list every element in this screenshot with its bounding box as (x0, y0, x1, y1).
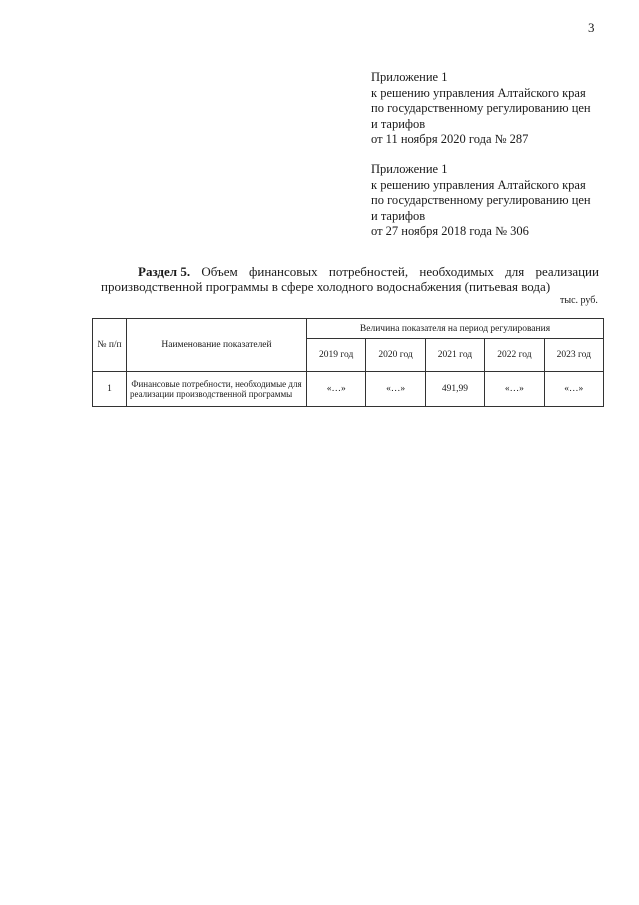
page-number: 3 (588, 20, 595, 35)
heading-word: Объем (201, 264, 238, 279)
heading-word: финансовых (248, 264, 318, 279)
appendix-block-current (371, 70, 611, 148)
appendix-line: Приложение 1 (371, 70, 448, 84)
heading-word: потребностей, (328, 264, 409, 279)
appendix-line: по государственному регулированию цен (371, 101, 591, 115)
appendix-block-original (371, 162, 611, 240)
appendix-line: от 27 ноября 2018 года № 306 (371, 224, 529, 238)
row-value: «…» (307, 372, 366, 407)
section-label: Раздел 5. (138, 264, 191, 279)
row-name: Финансовые потребности, необходимые для реализации производственной программы (127, 372, 307, 407)
unit-label: тыс. руб. (560, 295, 598, 306)
appendix-line: по государственному регулированию цен (371, 193, 591, 207)
appendix-line: к решению управления Алтайского края (371, 85, 586, 100)
row-num: 1 (93, 372, 127, 407)
header-year: 2022 год (485, 339, 544, 372)
header-name: Наименование показателей (127, 319, 307, 372)
section-heading-line2: производственной программы в сфере холодного водоснабжения (питьевая вода) (101, 279, 551, 294)
row-value: «…» (485, 372, 544, 407)
appendix-line: и тарифов (371, 208, 426, 223)
row-value: «…» (366, 372, 425, 407)
header-year: 2023 год (544, 339, 603, 372)
section-heading-line1 (101, 264, 599, 279)
heading-word: необходимых (419, 264, 494, 279)
section-heading (101, 264, 599, 294)
header-year: 2020 год (366, 339, 425, 372)
header-period-group: Величина показателя на период регулирования (307, 319, 604, 339)
header-year: 2021 год (425, 339, 484, 372)
row-value: «…» (544, 372, 603, 407)
appendix-line: и тарифов (371, 116, 426, 131)
heading-word: реализации (535, 264, 599, 279)
table-header-row (93, 319, 604, 339)
row-value: 491,99 (425, 372, 484, 407)
appendix-line: к решению управления Алтайского края (371, 177, 586, 192)
appendix-line: от 11 ноября 2020 года № 287 (371, 132, 529, 146)
header-year: 2019 год (307, 339, 366, 372)
heading-word: для (505, 264, 525, 279)
appendix-line: Приложение 1 (371, 162, 448, 176)
table-row (93, 372, 604, 407)
header-num: № п/п (93, 319, 127, 372)
financial-needs-table (92, 318, 604, 407)
